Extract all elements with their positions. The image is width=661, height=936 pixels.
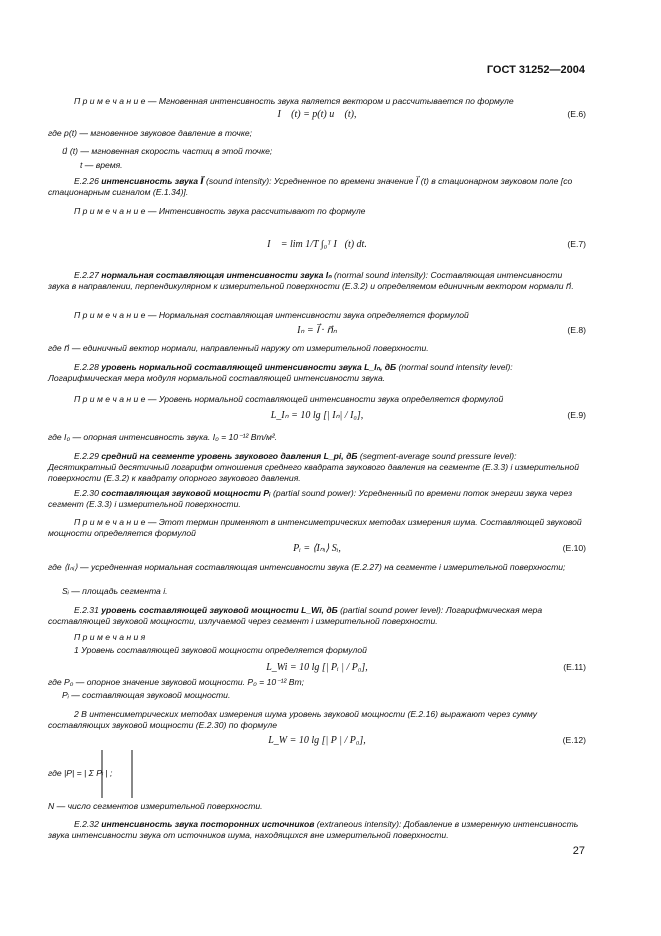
equation-e9-formula: L_Iₙ = 10 lg [| Iₙ| / I₀],: [270, 410, 364, 421]
definition-p0: где P₀ — опорное значение звуковой мощности. P₀ = 10⁻¹² Вт;: [48, 677, 305, 687]
term-e2-32-title: интенсивность звука посторонних источников: [101, 819, 315, 829]
term-e2-31-title: уровень составляющей звуковой мощности L_Wi, дБ: [101, 605, 338, 615]
term-e2-30-title: составляющая звуковой мощности Pᵢ: [101, 488, 271, 498]
term-e2-32-text: (extraneous intensity): Добавление в измеренную интенсивность звука интенсивности звука от источников шума, находящихся вне измерительной поверхности.: [48, 819, 579, 840]
equation-e6-number: (E.6): [567, 109, 586, 119]
note-e8-intro: П р и м е ч а н и е — Нормальная составляющая интенсивности звука определяется формулой: [74, 310, 469, 320]
term-e2-26: [48, 176, 586, 198]
definition-ini: где ⟨Iₙᵢ⟩ — усредненная нормальная составляющая интенсивности звука (Е.2.27) на сегменте i измерительной поверхности;: [48, 562, 566, 572]
note-e10-intro: П р и м е ч а н и е — Этот термин применяют в интенсиметрических методах измерения шума. Составляющей звуковой мощности определяется формулой: [48, 517, 582, 538]
term-e2-26-title: интенсивность звука I⃗: [101, 176, 204, 186]
term-e2-31-text: (partial sound power level): Логарифмическая мера составляющей звуковой мощности, излучаемой через сегмент i измерительной поверхности.: [48, 605, 543, 626]
definition-p: где p(t) — мгновенное звуковое давление в точке;: [48, 128, 253, 138]
summation-brackets: [100, 748, 134, 800]
term-e2-30-number: Е.2.30: [74, 488, 99, 498]
note-e11-intro: 1 Уровень составляющей звуковой мощности определяется формулой: [74, 645, 367, 655]
term-e2-30: [48, 488, 586, 510]
definition-si: Sᵢ — площадь сегмента i.: [62, 586, 168, 596]
page-number: 27: [572, 845, 585, 857]
equation-e12: [48, 735, 586, 749]
term-e2-26-number: Е.2.26: [74, 176, 99, 186]
term-e2-27-number: Е.2.27: [74, 270, 99, 280]
equation-e8: [48, 325, 586, 339]
term-e2-30-text: (partial sound power): Усредненный по времени поток энергии звука через сегмент (Е.3.3) i измерительной поверхности.: [48, 488, 573, 509]
term-e2-28-text: (normal sound intensity level): Логарифмическая мера модуля нормальной составляющей интенсивности звука.: [48, 362, 513, 383]
term-e2-29-number: Е.2.29: [74, 451, 99, 461]
equation-e10-formula: Pᵢ = ⟨Iₙᵢ⟩ Sᵢ,: [293, 543, 341, 554]
definition-u: u⃗ (t) — мгновенная скорость частиц в этой точке;: [62, 146, 273, 156]
notes-heading: П р и м е ч а н и я: [74, 632, 146, 642]
term-e2-26-text: (sound intensity): Усредненное по времени значение I⃗ (t) в стационарном звуковом поле [со стационарным сигналом (Е.1.34)].: [48, 176, 573, 197]
equation-e7: [48, 222, 586, 268]
equation-e7-formula: I⃗ = lim 1/T ∫₀ᵀ I⃗(t) dt.: [267, 239, 367, 250]
equation-e8-number: (Е.8): [567, 325, 586, 335]
term-e2-29-text: (segment-average sound pressure level): Десятикратный десятичный логарифм отношения среднего квадрата звукового давления на сегменте (Е.3.3) i измерительной поверхности (Е.3.2) к квадрату опорного звукового давления.: [48, 451, 579, 483]
term-e2-29-title: средний на сегменте уровень звукового давления L_pi, дБ: [101, 451, 358, 461]
equation-e6: [48, 109, 586, 123]
definition-n: где n⃗ — единичный вектор нормали, направленный наружу от измерительной поверхности.: [48, 343, 429, 353]
definition-t: t — время.: [80, 160, 123, 170]
note-e7-intro: П р и м е ч а н и е — Интенсивность звука рассчитывают по формуле: [74, 206, 366, 216]
equation-e11-number: (Е.11): [563, 662, 586, 672]
term-e2-31: [48, 605, 586, 627]
term-e2-27: [48, 270, 586, 292]
equation-e9: [48, 410, 586, 424]
equation-e10: [48, 543, 586, 557]
equation-e6-formula: I⃗ (t) = p(t) u⃗ (t),: [277, 109, 357, 120]
term-e2-32: [48, 819, 586, 841]
equation-e12-number: (Е.12): [562, 735, 586, 745]
equation-e11: [48, 662, 586, 676]
term-e2-31-number: Е.2.31: [74, 605, 99, 615]
equation-e7-number: (Е.7): [567, 239, 586, 249]
term-e2-32-number: Е.2.32: [74, 819, 99, 829]
term-e2-28: [48, 362, 586, 384]
note-e9-intro: П р и м е ч а н и е — Уровень нормальной составляющей интенсивности звука определяется формулой: [74, 394, 504, 404]
term-e2-28-title: уровень нормальной составляющей интенсивности звука L_Iₙ, дБ: [101, 362, 397, 372]
term-e2-29: [48, 451, 586, 484]
definition-pi: Pᵢ — составляющая звуковой мощности.: [62, 690, 231, 700]
equation-e8-formula: Iₙ = I⃗ · n⃗ₙ: [297, 325, 337, 336]
equation-e12-formula: L_W = 10 lg [| P | / P₀],: [268, 735, 366, 746]
term-e2-28-number: Е.2.28: [74, 362, 99, 372]
definition-p-sum: где |P| = | Σ Pᵢ | ;: [48, 768, 113, 778]
note-e6-intro: П р и м е ч а н и е — Мгновенная интенсивность звука является вектором и рассчитывается по формуле: [74, 96, 514, 106]
equation-e9-number: (Е.9): [567, 410, 586, 420]
definition-i0: где I₀ — опорная интенсивность звука. I₀ = 10⁻¹² Вт/м².: [48, 432, 278, 442]
definition-n-count: N — число сегментов измерительной поверхности.: [48, 801, 263, 811]
equation-e11-formula: L_Wi = 10 lg [| Pᵢ | / P₀],: [266, 662, 368, 673]
document-header: ГОСТ 31252—2004: [486, 64, 585, 76]
equation-e10-number: (Е.10): [562, 543, 586, 553]
term-e2-27-title: нормальная составляющая интенсивности звука Iₙ: [101, 270, 332, 280]
note-e12-intro: 2 В интенсиметрических методах измерения шума уровень звуковой мощности (Е.2.16) выражают через сумму составляющих звуковой мощности (Е.2.30) по формуле: [48, 709, 538, 730]
term-e2-27-text: (normal sound intensity): Составляющая интенсивности звука в направлении, перпендикулярном к измерительной поверхности (Е.3.2) и определяемом единичным вектором нормали n⃗.: [48, 270, 574, 291]
